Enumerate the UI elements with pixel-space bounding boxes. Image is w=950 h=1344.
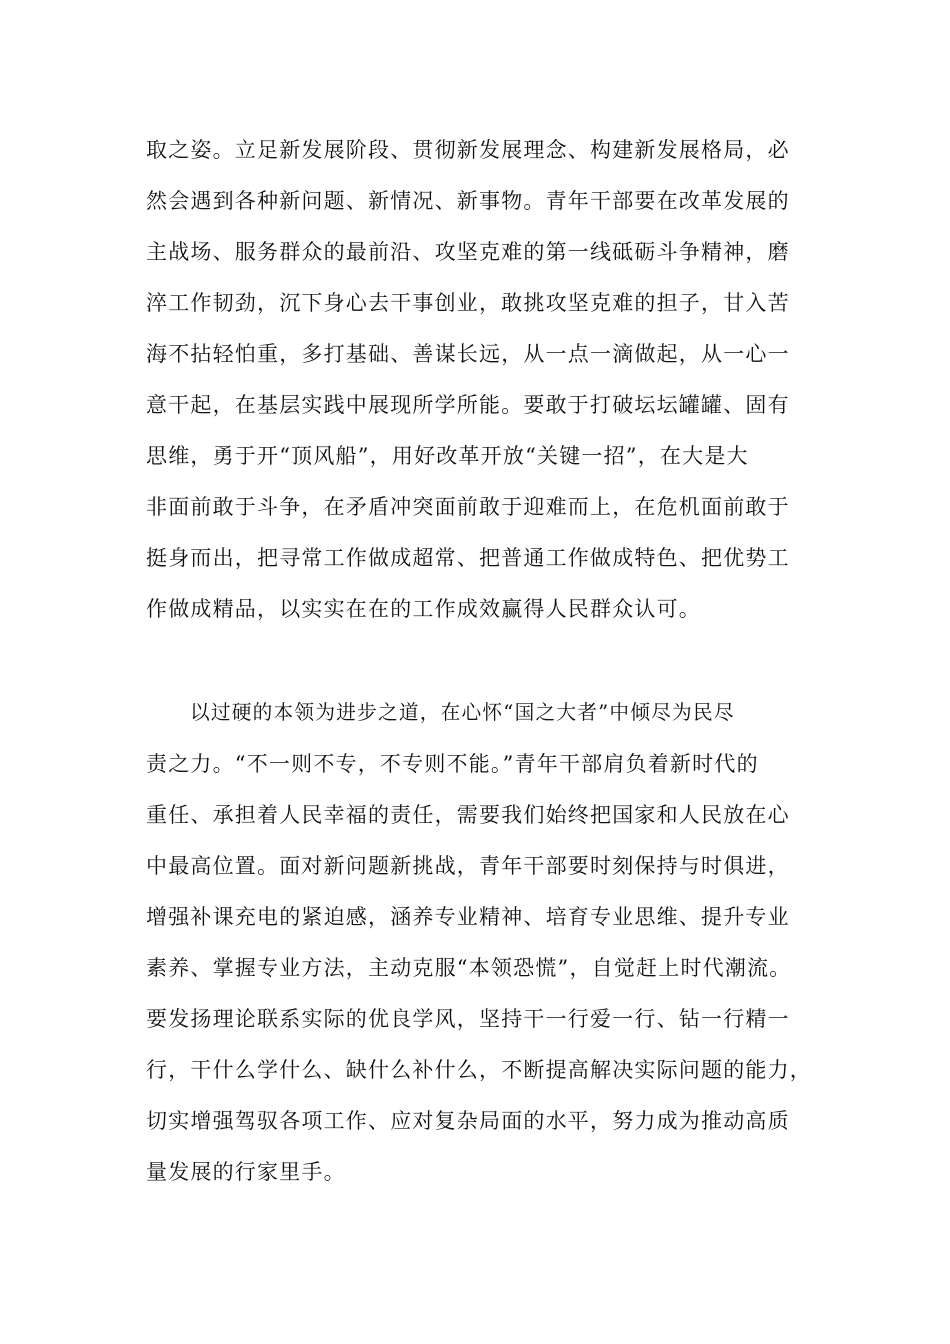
text-line: 重任、承担着人民幸福的责任，需要我们始终把国家和人民放在心 <box>146 803 790 827</box>
text-line: 素养、掌握专业方法，主动克服“本领恐慌”，自觉赶上时代潮流。 <box>146 956 792 980</box>
text-line: 意干起，在基层实践中展现所学所能。要敢于打破坛坛罐罐、固有 <box>146 393 790 417</box>
text-line: 作做成精品，以实实在在的工作成效赢得人民群众认可。 <box>146 597 701 621</box>
text-line: 取之姿。立足新发展阶段、贯彻新发展理念、构建新发展格局，必 <box>146 138 790 162</box>
text-line: 切实增强驾驭各项工作、应对复杂局面的水平，努力成为推动高质 <box>146 1109 790 1133</box>
text-line: 责之力。“不一则不专，不专则不能。”青年干部肩负着新时代的 <box>146 752 759 776</box>
text-line: 淬工作韧劲，沉下身心去干事创业，敢挑攻坚克难的担子，甘入苦 <box>146 291 790 315</box>
text-line: 行，干什么学什么、缺什么补什么，不断提高解决实际问题的能力， <box>146 1058 812 1082</box>
text-line: 然会遇到各种新问题、新情况、新事物。青年干部要在改革发展的 <box>146 189 790 213</box>
text-line: 思维，勇于开“顶风船”，用好改革开放“关键一招”，在大是大 <box>146 444 749 468</box>
text-line: 增强补课充电的紧迫感，涵养专业精神、培育专业思维、提升专业 <box>146 905 790 929</box>
text-line: 要发扬理论联系实际的优良学风，坚持干一行爱一行、钻一行精一 <box>146 1007 790 1031</box>
text-line: 量发展的行家里手。 <box>146 1160 346 1184</box>
text-line: 中最高位置。面对新问题新挑战，青年干部要时刻保持与时俱进， <box>146 854 790 878</box>
text-line: 海不拈轻怕重，多打基础、善谋长远，从一点一滴做起，从一心一 <box>146 342 790 366</box>
text-line: 主战场、服务群众的最前沿、攻坚克难的第一线砥砺斗争精神，磨 <box>146 240 790 264</box>
text-line: 以过硬的本领为进步之道，在心怀“国之大者”中倾尽为民尽 <box>190 701 735 724</box>
text-line: 非面前敢于斗争，在矛盾冲突面前敢于迎难而上，在危机面前敢于 <box>146 495 790 519</box>
text-line: 挺身而出，把寻常工作做成超常、把普通工作做成特色、把优势工 <box>146 546 790 570</box>
